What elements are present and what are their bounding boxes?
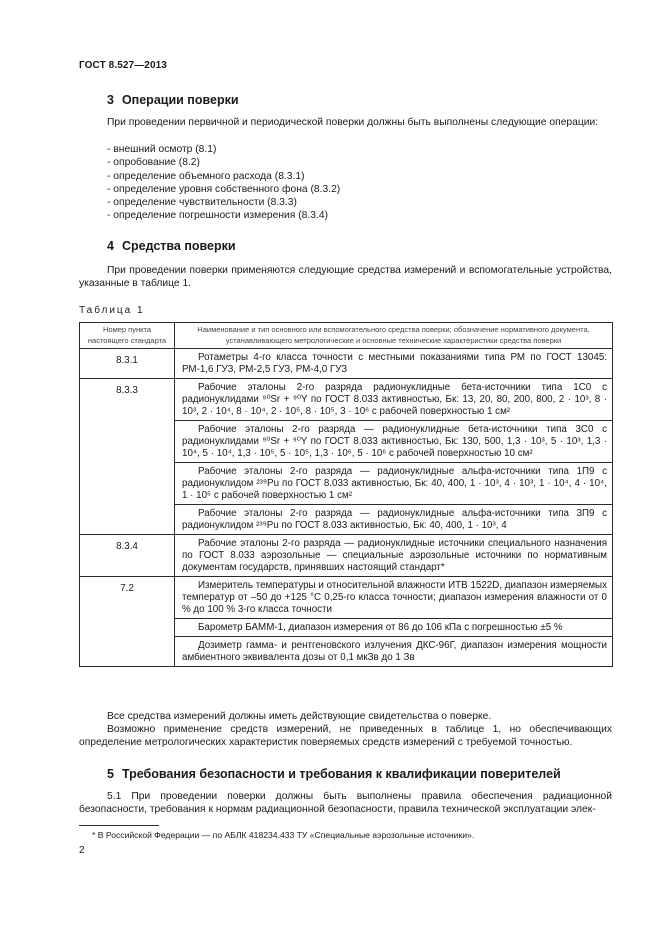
tool-description: Рабочие эталоны 2-го разряда — радионуклидные альфа-источники типа 1П9 с радионуклидом ²³⁹Pu по ГОСТ 8.033 активностью, Бк: 40, 400, 1 · 10³, 4 · 10³, 1 · 10⁴, 4 · 10⁴, 1 · 10⁵ с рабочей поверхностью 1 см² [175, 462, 612, 504]
list-item: - определение погрешности измерения (8.3.4) [107, 209, 340, 222]
section-4-intro: При проведении поверки применяются следующие средства измерений и вспомогательные устройства, указанные в таблице 1. [79, 265, 612, 290]
tool-description: Барометр БАММ-1, диапазон измерения от 86 до 106 кПа с погрешностью ±5 % [175, 618, 612, 636]
tools-table [79, 322, 613, 667]
footnote: * В Российской Федерации — по АБЛК 418234.433 ТУ «Специальные аэрозольные источники». [92, 830, 475, 840]
tool-description: Дозиметр гамма- и рентгеновского излучения ДКС-96Г, диапазон измерения мощности амбиентного эквивалента дозы от 0,1 мкЗв до 1 Зв [175, 636, 612, 666]
tool-cell-group [175, 535, 613, 577]
table-header-row [80, 323, 613, 349]
tool-description: Рабочие эталоны 2-го разряда — радионуклидные альфа-источники типа 3П9 с радионуклидом ²³⁹Pu по ГОСТ 8.033 активностью, Бк: 40, 400, 1 · 10³, 4 [175, 504, 612, 534]
clause-cell: 7.2 [80, 577, 175, 667]
section-3-intro: При проведении первичной и периодической поверки должны быть выполнены следующие операции: [107, 117, 599, 128]
tool-description: Ротаметры 4-го класса точности с местными показаниями типа РМ по ГОСТ 13045: РМ-1,6 ГУЗ, РМ-2,5 ГУЗ, РМ-4,0 ГУЗ [182, 352, 607, 375]
tool-cell-group [175, 379, 613, 535]
list-item: - опробование (8.2) [107, 156, 340, 169]
tool-description: Измеритель температуры и относительной влажности ИТВ 1522D, диапазон измеряемых температур от –50 до +125 °С 0,25-го класса точности; диапазон измерения влажности от 0 % до 100 % 3-го класса точности [182, 580, 607, 615]
clause-cell: 8.3.3 [80, 379, 175, 535]
table-caption: Таблица 1 [79, 305, 145, 316]
section-title: Требования безопасности и требования к квалификации поверителей [121, 767, 561, 781]
list-item: - определение объемного расхода (8.3.1) [107, 170, 340, 183]
clause-cell: 8.3.1 [80, 349, 175, 379]
section-4-heading [107, 239, 236, 253]
list-item: - определение уровня собственного фона (8.3.2) [107, 183, 340, 196]
table-header-tool: Наименование и тип основного или вспомогательного средства поверки; обозначение нормативного документа, устанавливающего метрологические и основные технические характеристики средства поверки [175, 323, 613, 349]
tool-cell-group [175, 577, 613, 667]
table-row [80, 577, 613, 667]
page-number: 2 [79, 845, 85, 856]
tool-cell-group [175, 349, 613, 379]
document-header: ГОСТ 8.527—2013 [79, 60, 167, 71]
footnote-divider [79, 825, 159, 826]
section-number: 5 [107, 767, 114, 781]
section-title: Операции поверки [121, 93, 239, 107]
table-row [80, 349, 613, 379]
section-number: 3 [107, 93, 114, 107]
list-item: - определение чувствительности (8.3.3) [107, 196, 340, 209]
section-5-paragraph: 5.1 При проведении поверки должны быть выполнены правила обеспечения радиационной безопасности, требования к нормам радиационной безопасности, правила технической эксплуатации элек- [79, 791, 612, 816]
clause-cell: 8.3.4 [80, 535, 175, 577]
paragraph-alternative-tools: Возможно применение средств измерений, не приведенных в таблице 1, но обеспечивающих определение метрологических характеристик поверяемых средств измерений с требуемой точностью. [79, 724, 612, 749]
paragraph-verification-certificates: Все средства измерений должны иметь действующие свидетельства о поверке. [107, 711, 492, 722]
section-number: 4 [107, 239, 114, 253]
tool-description: Рабочие эталоны 2-го разряда — радионуклидные источники специального назначения по ГОСТ 8.033 аэрозольные — специальные аэрозольные источники по нормативным документам государств, принявших настоящий стандарт* [182, 538, 607, 573]
section-title: Средства поверки [121, 239, 236, 253]
section-3-heading [107, 93, 239, 107]
table-row [80, 379, 613, 535]
tool-description: Рабочие эталоны 2-го разряда — радионуклидные бета-источники типа 3С0 с радионуклидами ⁹⁰Sr + ⁹⁰Y по ГОСТ 8.033 активностью, Бк: 130, 500, 1,3 · 10³, 5 · 10³, 1,3 · 10⁴, 5 · 10⁴, 1,3 · 10⁵, 5 · 10⁵, 1,3 · 10⁶, 5 · 10⁶ с рабочей поверхностью 10 см² [175, 420, 612, 462]
list-item: - внешний осмотр (8.1) [107, 143, 340, 156]
table-row [80, 535, 613, 577]
tool-description: Рабочие эталоны 2-го разряда радионуклидные бета-источники типа 1С0 с радионуклидами ⁹⁰Sr + ⁹⁰Y по ГОСТ 8.033 активностью, Бк: 13, 20, 80, 200, 800, 2 · 10³, 8 · 10³, 2 · 10⁴, 8 · 10⁴, 2 · 10⁵, 8 · 10⁵, 3 · 10⁶ с рабочей поверхностью 1 см² [182, 382, 607, 417]
operations-list [107, 143, 340, 223]
table-header-clause: Номер пункта настоящего стандарта [80, 323, 175, 349]
section-5-heading [107, 767, 561, 781]
